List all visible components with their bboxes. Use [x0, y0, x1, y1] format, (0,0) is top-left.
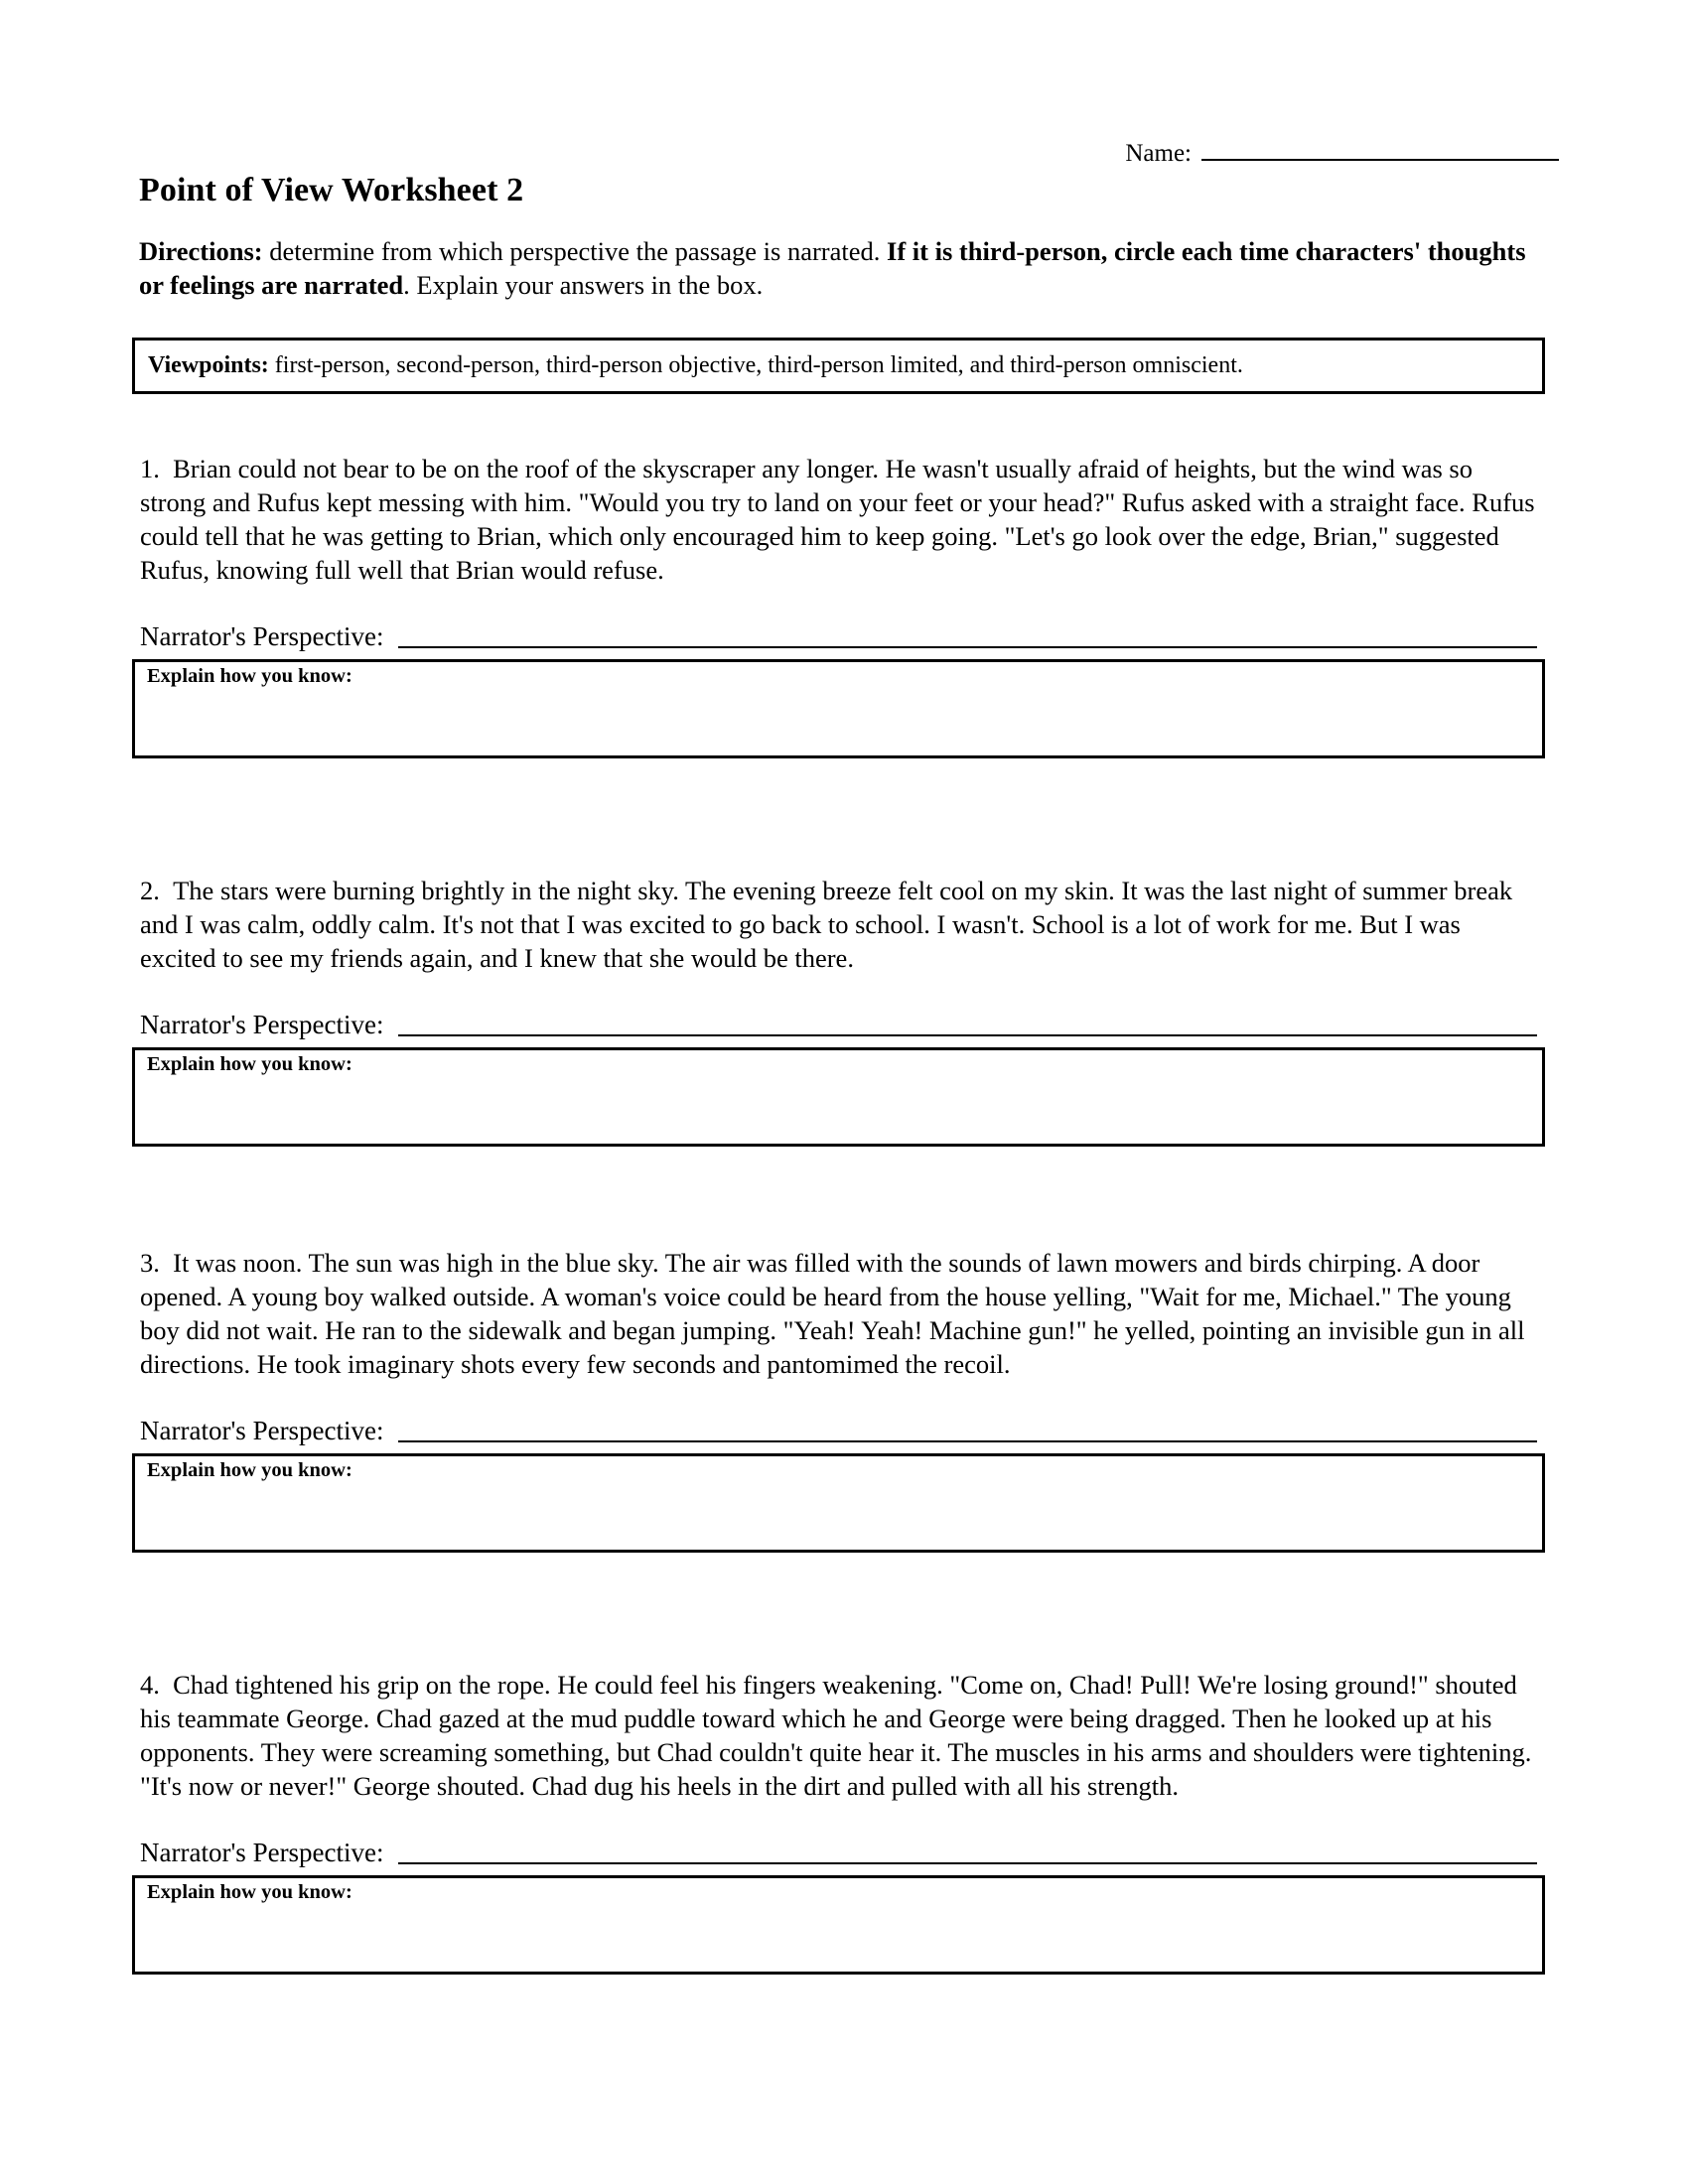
- passage-number-3: 3.: [140, 1248, 160, 1278]
- narrator-perspective-row-2: [132, 1011, 1545, 1040]
- viewpoints-label: Viewpoints:: [148, 352, 269, 379]
- narrator-perspective-label-3: Narrator's Perspective:: [140, 1416, 384, 1446]
- passage-text-1: [132, 452, 1537, 587]
- explain-label-4: Explain how you know:: [147, 1880, 352, 1903]
- name-label: Name:: [1125, 140, 1192, 167]
- narrator-perspective-input-4[interactable]: [398, 1861, 1537, 1864]
- explain-box-3[interactable]: [132, 1453, 1545, 1553]
- viewpoints-text: [135, 352, 1243, 378]
- passage-body-4: Chad tightened his grip on the rope. He could feel his fingers weakening. "Come on, Chad! Pull! We're losing ground!" shouted his teammate George. Chad gazed at the mud puddle toward which he and George were being dragged. Then he looked up at his opponents. They were screaming something, but Chad couldn't quite hear it. The muscles in his arms and shoulders were tightening. "It's now or never!" George shouted. Chad dug his heels in the dirt and pulled with all his strength.: [140, 1670, 1532, 1802]
- directions-emphasis: If it is third-person, circle each time characters' thoughts or feelings are narrated: [139, 236, 1526, 300]
- passage-text-4: [132, 1668, 1537, 1803]
- narrator-perspective-row-3: [132, 1417, 1545, 1446]
- name-field-row: [1125, 141, 1559, 166]
- narrator-perspective-input-1[interactable]: [398, 645, 1537, 648]
- narrator-perspective-label-4: Narrator's Perspective:: [140, 1838, 384, 1868]
- directions-text-part2: . Explain your answers in the box.: [403, 269, 764, 300]
- passage-body-2: The stars were burning brightly in the night sky. The evening breeze felt cool on my skin. It was the last night of summer break and I was calm, oddly calm. It's not that I was excited to go back to school. I wasn't. School is a lot of work for me. But I was excited to see my friends again, and I knew that she would be there.: [140, 876, 1513, 974]
- viewpoints-box: [132, 338, 1545, 394]
- explain-box-4[interactable]: [132, 1875, 1545, 1975]
- explain-label-2: Explain how you know:: [147, 1052, 352, 1075]
- explain-label-1: Explain how you know:: [147, 664, 352, 687]
- narrator-perspective-input-3[interactable]: [398, 1439, 1537, 1442]
- passage-number-2: 2.: [140, 876, 160, 905]
- page-title: Point of View Worksheet 2: [139, 172, 524, 208]
- passage-body-3: It was noon. The sun was high in the blue sky. The air was filled with the sounds of lawn mowers and birds chirping. A door opened. A young boy walked outside. A woman's voice could be heard from the house yelling, "Wait for me, Michael." The young boy did not wait. He ran to the sidewalk and began jumping. "Yeah! Yeah! Machine gun!" he yelled, pointing an invisible gun in all directions. He took imaginary shots every few seconds and pantomimed the recoil.: [140, 1248, 1525, 1380]
- explain-box-2[interactable]: [132, 1047, 1545, 1147]
- narrator-perspective-label-2: Narrator's Perspective:: [140, 1010, 384, 1040]
- explain-label-3: Explain how you know:: [147, 1458, 352, 1481]
- passage-text-3: [132, 1246, 1537, 1381]
- passage-text-2: [132, 874, 1537, 975]
- passage-number-1: 1.: [140, 454, 160, 483]
- narrator-perspective-row-4: [132, 1839, 1545, 1868]
- directions-text-part1: determine from which perspective the passage is narrated.: [262, 236, 888, 266]
- passage-number-4: 4.: [140, 1670, 160, 1700]
- directions-paragraph: [139, 235, 1544, 303]
- name-input-line[interactable]: [1201, 158, 1559, 161]
- narrator-perspective-input-2[interactable]: [398, 1033, 1537, 1036]
- explain-box-1[interactable]: [132, 659, 1545, 758]
- narrator-perspective-row-1: [132, 622, 1545, 652]
- viewpoints-list: first-person, second-person, third-person objective, third-person limited, and third-person omniscient.: [268, 352, 1243, 379]
- worksheet-item-2: [132, 874, 1545, 1147]
- directions-lead-label: Directions:: [139, 236, 263, 266]
- worksheet-item-4: [132, 1668, 1545, 1975]
- narrator-perspective-label-1: Narrator's Perspective:: [140, 621, 384, 652]
- worksheet-item-3: [132, 1246, 1545, 1553]
- passage-body-1: Brian could not bear to be on the roof of the skyscraper any longer. He wasn't usually afraid of heights, but the wind was so strong and Rufus kept messing with him. "Would you try to land on your feet or your head?" Rufus asked with a straight face. Rufus could tell that he was getting to Brian, which only encouraged him to keep going. "Let's go look over the edge, Brian," suggested Rufus, knowing full well that Brian would refuse.: [140, 454, 1535, 586]
- worksheet-item-1: [132, 452, 1545, 758]
